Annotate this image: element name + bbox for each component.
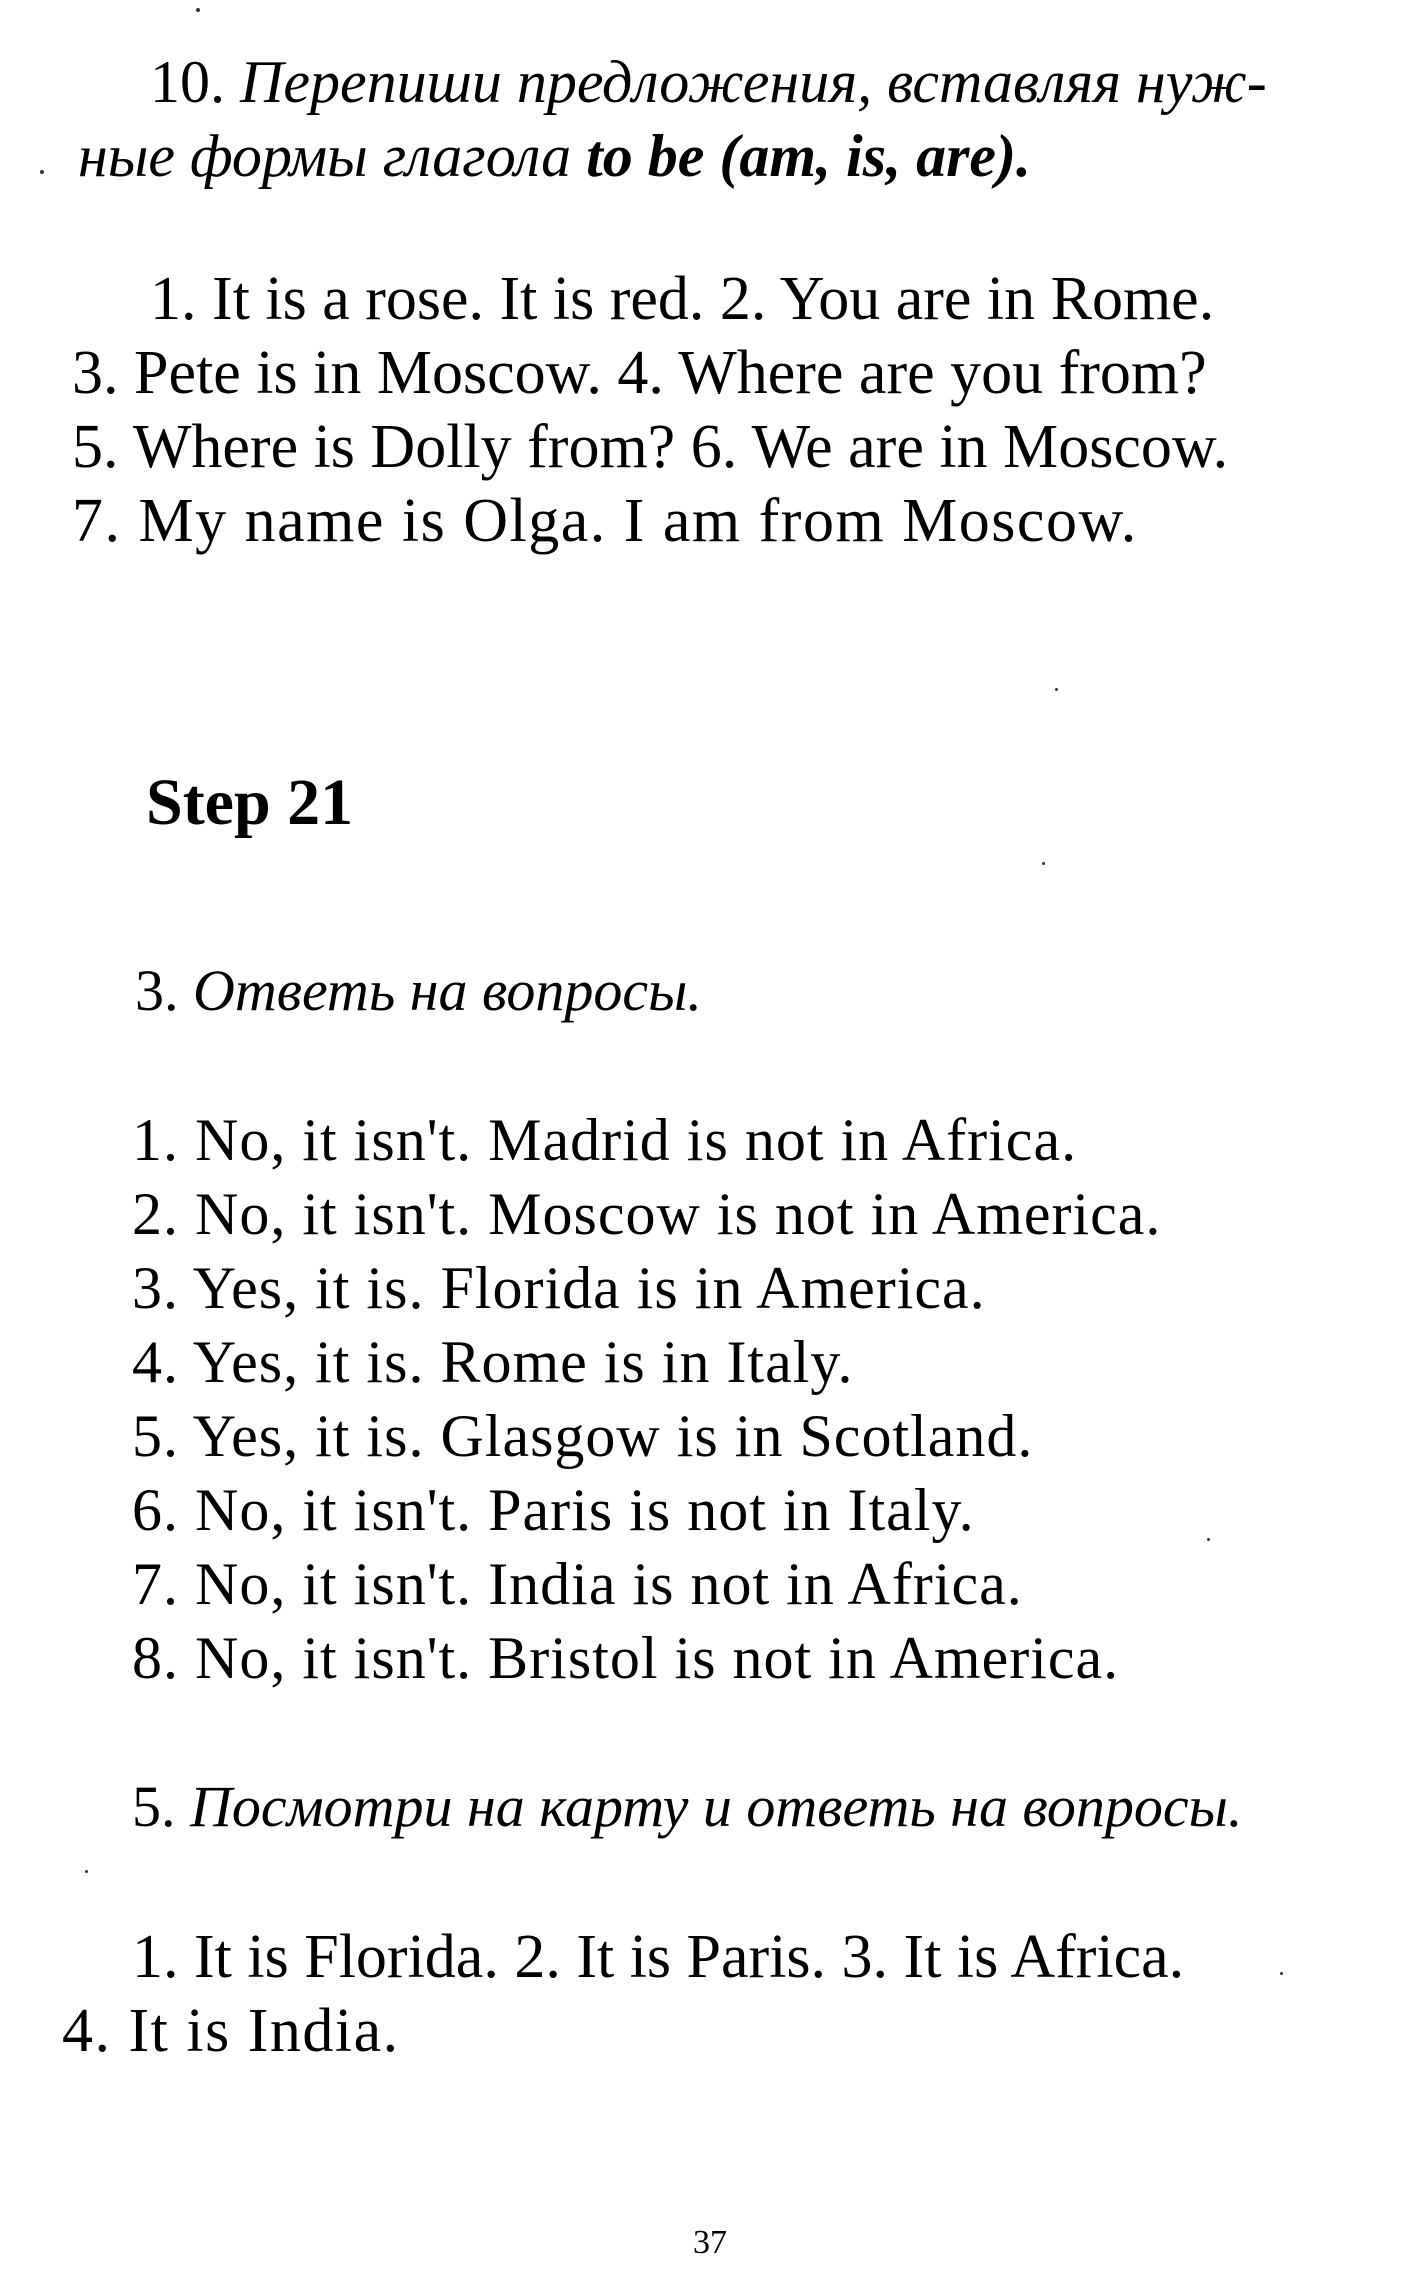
list-item: 4. Yes, it is. Rome is in Italy.	[132, 1329, 854, 1395]
list-item: 1. No, it isn't. Madrid is not in Africa.	[132, 1107, 1078, 1173]
exercise-10-answer-line: 7. My name is Olga. I am from Moscow.	[72, 487, 1138, 555]
exercise-5-instruction	[132, 1774, 1243, 1839]
scan-speck	[1207, 1538, 1210, 1541]
list-item: 3. Yes, it is. Florida is in America.	[132, 1255, 986, 1321]
exercise-3-instruction-text: Ответь на вопросы.	[193, 958, 702, 1023]
scan-speck	[1055, 688, 1058, 691]
exercise-3-instruction	[135, 958, 702, 1023]
exercise-10-instruction-line1	[150, 49, 1267, 115]
exercise-10-instruction-text: Перепиши предложения, вставляя нуж-	[240, 49, 1267, 115]
exercise-5-number: 5.	[132, 1774, 176, 1839]
step-title: Step 21	[146, 766, 354, 839]
scan-speck	[85, 1870, 88, 1873]
exercise-10-answer-line: 3. Pete is in Moscow. 4. Where are you from?	[72, 339, 1207, 407]
exercise-5-instruction-text: Посмотри на карту и ответь на вопросы.	[190, 1774, 1243, 1839]
scan-speck	[1042, 862, 1045, 865]
list-item: 8. No, it isn't. Bristol is not in America.	[132, 1625, 1120, 1691]
scan-speck	[40, 170, 44, 174]
exercise-10-instruction-line2	[78, 123, 1032, 189]
exercise-10-answer-line: 5. Where is Dolly from? 6. We are in Moscow.	[72, 413, 1229, 481]
list-item: 7. No, it isn't. India is not in Africa.	[132, 1551, 1023, 1617]
exercise-10-instruction-continued: ные формы глагола	[78, 123, 587, 189]
exercise-10-answer-line: 1. It is a rose. It is red. 2. You are in Rome.	[150, 265, 1215, 333]
exercise-3-number: 3.	[135, 958, 179, 1023]
scan-speck	[1280, 1972, 1283, 1975]
list-item: 2. No, it isn't. Moscow is not in America.	[132, 1181, 1162, 1247]
list-item: 6. No, it isn't. Paris is not in Italy.	[132, 1477, 975, 1543]
list-item: 5. Yes, it is. Glasgow is in Scotland.	[132, 1403, 1034, 1469]
exercise-10-grammar-term: to be (am, is, are).	[586, 123, 1032, 189]
exercise-5-answer-line: 1. It is Florida. 2. It is Paris. 3. It is Africa.	[132, 1923, 1185, 1991]
exercise-10-number: 10.	[150, 49, 225, 115]
exercise-5-answer-line: 4. It is India.	[62, 1997, 400, 2065]
scan-speck	[196, 8, 200, 12]
page-number: 37	[693, 2224, 727, 2261]
